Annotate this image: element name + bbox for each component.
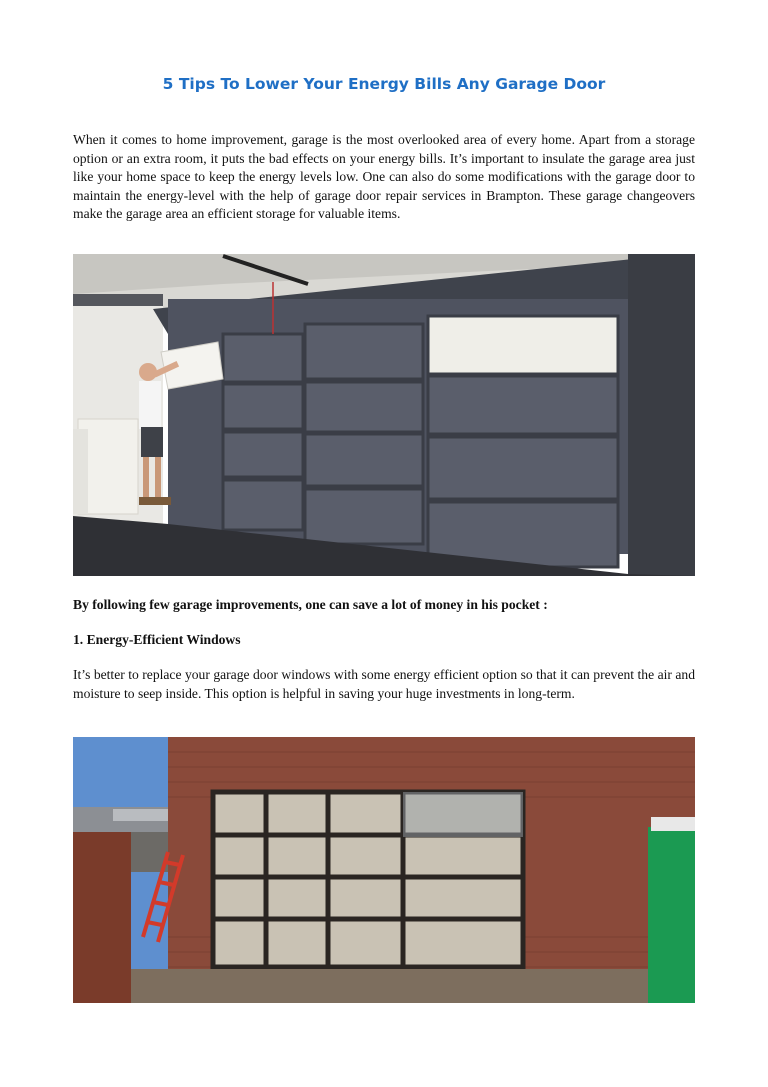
- garage-insulation-photo: [73, 254, 695, 576]
- intro-paragraph: When it comes to home improvement, garage is the most overlooked area of every home. Apart from a storage option or an extra room, it puts the bad effects on your energy bills. It’s important to insulate the garage area just like your home space to keep the energy levels low. One can also do some modifications with the garage door to maintain the energy-level with the help of garage door repair services in Brampton. These garage changeovers make the garage area an efficient storage for valuable items.: [73, 132, 695, 222]
- section-heading-energy-efficient-windows: 1. Energy-Efficient Windows: [73, 632, 241, 647]
- section-body-energy-efficient-windows: It’s better to replace your garage door windows with some energy efficient option so that it can prevent the air and moisture to seep inside. This option is helpful in saving your huge investments in long-term.: [73, 667, 695, 701]
- document-title: 5 Tips To Lower Your Energy Bills Any Garage Door: [162, 75, 606, 93]
- lead-statement: By following few garage improvements, one can save a lot of money in his pocket :: [73, 597, 548, 612]
- glass-garage-door-photo: [73, 737, 695, 1003]
